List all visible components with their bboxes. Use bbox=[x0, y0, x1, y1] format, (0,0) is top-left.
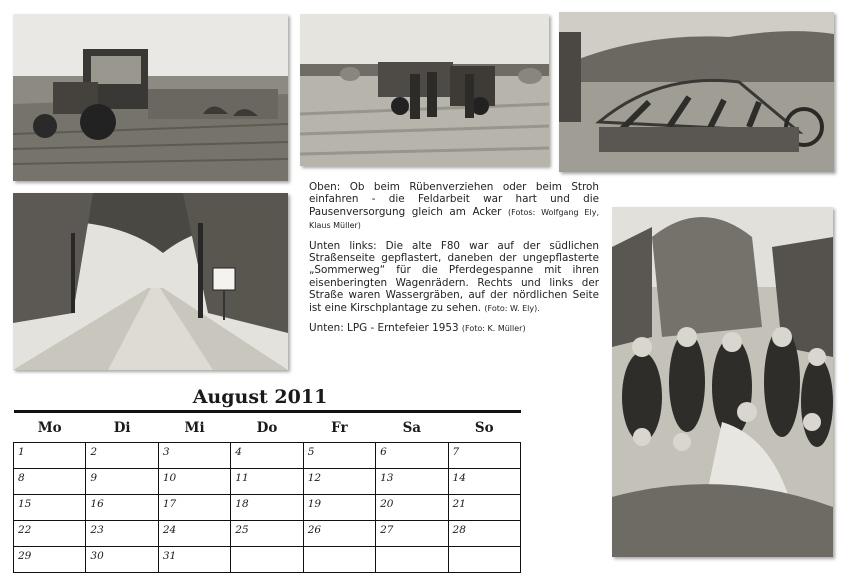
day-cell: 15 bbox=[14, 495, 86, 521]
day-cell: 6 bbox=[376, 443, 448, 469]
day-cell: 20 bbox=[376, 495, 448, 521]
caption-bottom-text: Unten: LPG - Erntefeier 1953 bbox=[309, 322, 459, 335]
calendar-week-row bbox=[14, 469, 521, 495]
day-cell: 7 bbox=[448, 443, 520, 469]
photo-caption bbox=[309, 181, 599, 342]
straw-truck-photo bbox=[300, 14, 549, 166]
day-cell: 23 bbox=[86, 521, 158, 547]
day-cell: 11 bbox=[231, 469, 303, 495]
caption-top-text: Oben: Ob beim Rübenverziehen oder beim Stroh einfahren - die Feldarbeit war hart und die Pausenversorgung gleich am Acker bbox=[309, 181, 599, 218]
caption-top bbox=[309, 181, 599, 233]
day-cell bbox=[303, 547, 375, 573]
day-cell: 9 bbox=[86, 469, 158, 495]
weekday-header: Do bbox=[231, 412, 303, 443]
day-cell: 26 bbox=[303, 521, 375, 547]
harvest-festival-photo bbox=[612, 207, 833, 557]
calendar-week-row bbox=[14, 547, 521, 573]
day-cell: 29 bbox=[14, 547, 86, 573]
day-cell: 31 bbox=[158, 547, 230, 573]
calendar-month-title: August 2011 bbox=[192, 386, 328, 408]
calendar-week-row bbox=[14, 521, 521, 547]
caption-bottom-left bbox=[309, 240, 599, 315]
caption-bottom-left-text: Unten links: Die alte F80 war auf der südlichen Straßenseite gepflastert, daneben der ungepflasterte „Sommerweg“ für die Pferdegespanne mit ihren eisenberingten Wagenrädern. Rechts und links der Straße waren Wassergräben, auf der nördlichen Seite ist eine Kirschplantage zu sehen. bbox=[309, 239, 599, 314]
day-cell bbox=[376, 547, 448, 573]
day-cell: 17 bbox=[158, 495, 230, 521]
weekday-header: Mi bbox=[158, 412, 230, 443]
day-cell: 13 bbox=[376, 469, 448, 495]
weekday-header: Di bbox=[86, 412, 158, 443]
day-cell: 2 bbox=[86, 443, 158, 469]
tree-lined-road-photo bbox=[13, 193, 288, 370]
day-cell: 18 bbox=[231, 495, 303, 521]
weekday-header: So bbox=[448, 412, 520, 443]
weekday-header: Mo bbox=[14, 412, 86, 443]
day-cell: 3 bbox=[158, 443, 230, 469]
day-cell: 19 bbox=[303, 495, 375, 521]
day-cell: 24 bbox=[158, 521, 230, 547]
caption-bottom-credit: (Foto: K. Müller) bbox=[461, 324, 526, 334]
day-cell: 12 bbox=[303, 469, 375, 495]
day-cell: 14 bbox=[448, 469, 520, 495]
weekday-header-row bbox=[14, 412, 521, 443]
day-cell: 25 bbox=[231, 521, 303, 547]
day-cell: 10 bbox=[158, 469, 230, 495]
day-cell: 16 bbox=[86, 495, 158, 521]
weekday-header: Sa bbox=[376, 412, 448, 443]
day-cell: 21 bbox=[448, 495, 520, 521]
calendar-grid bbox=[13, 410, 521, 573]
day-cell bbox=[448, 547, 520, 573]
day-cell: 5 bbox=[303, 443, 375, 469]
day-cell: 27 bbox=[376, 521, 448, 547]
weekday-header: Fr bbox=[303, 412, 375, 443]
day-cell bbox=[231, 547, 303, 573]
calendar-week-row bbox=[14, 495, 521, 521]
field-break-photo bbox=[559, 12, 834, 172]
day-cell: 8 bbox=[14, 469, 86, 495]
day-cell: 22 bbox=[14, 521, 86, 547]
calendar-week-row bbox=[14, 443, 521, 469]
day-cell: 30 bbox=[86, 547, 158, 573]
caption-bottom-left-credit: (Foto: W. Ely). bbox=[484, 303, 540, 313]
caption-top-credit: (Fotos: Wolfgang Ely, Klaus Müller) bbox=[309, 207, 599, 231]
day-cell: 1 bbox=[14, 443, 86, 469]
caption-bottom bbox=[309, 322, 599, 335]
tractor-field-photo bbox=[13, 14, 288, 181]
day-cell: 4 bbox=[231, 443, 303, 469]
day-cell: 28 bbox=[448, 521, 520, 547]
